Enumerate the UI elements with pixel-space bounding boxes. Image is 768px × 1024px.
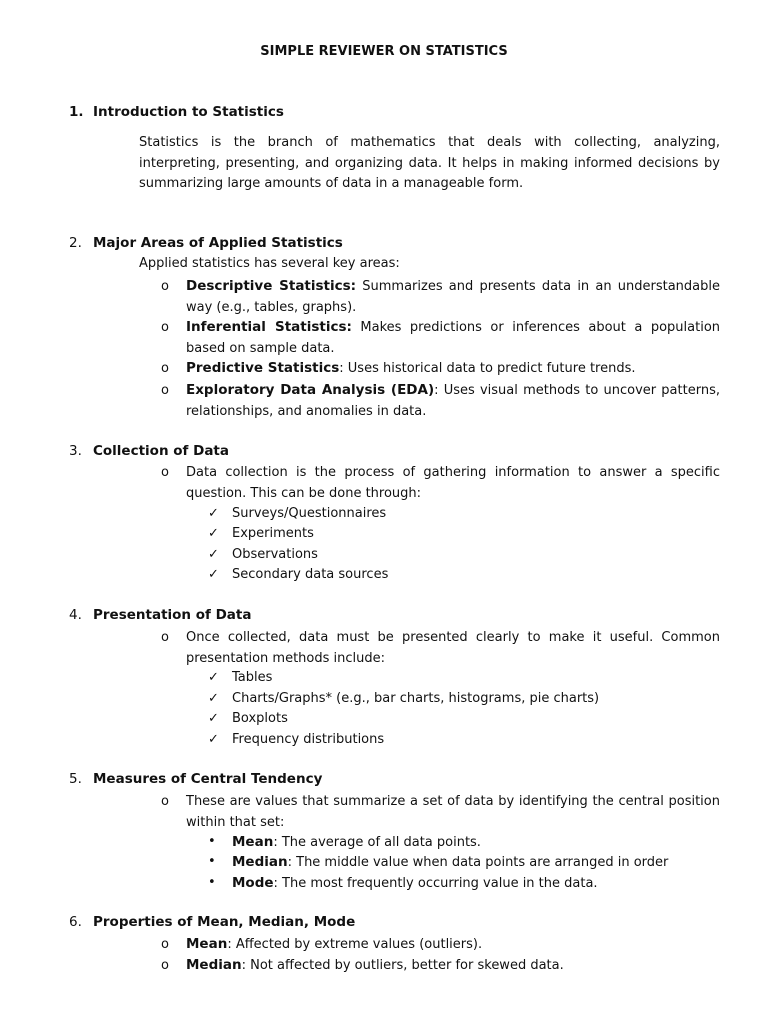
list-item bbox=[161, 955, 720, 976]
list-marker: o bbox=[161, 361, 169, 376]
list-item bbox=[161, 627, 720, 669]
section-6-heading bbox=[69, 914, 355, 930]
list-item bbox=[161, 276, 720, 318]
checklist-text: Secondary data sources bbox=[232, 567, 389, 582]
term-description: : Uses historical data to predict future trends. bbox=[339, 361, 636, 376]
check-icon: ✓ bbox=[208, 691, 219, 706]
section-4-title: Presentation of Data bbox=[93, 607, 252, 623]
checklist-text: Tables bbox=[232, 670, 273, 685]
term: Mean bbox=[186, 936, 228, 952]
term-description: : The average of all data points. bbox=[273, 835, 481, 850]
checklist-item bbox=[208, 668, 720, 688]
term-description: : Affected by extreme values (outliers). bbox=[227, 937, 483, 952]
checklist-item bbox=[208, 545, 720, 565]
list-item-text: These are values that summarize a set of data by identifying the central position within that set: bbox=[186, 794, 720, 830]
checklist-text: Charts/Graphs* (e.g., bar charts, histograms, pie charts) bbox=[232, 691, 600, 706]
section-6-title: Properties of Mean, Median, Mode bbox=[93, 914, 356, 930]
bullet-item bbox=[208, 873, 720, 894]
bullet-icon: • bbox=[208, 834, 216, 849]
check-icon: ✓ bbox=[208, 547, 219, 562]
check-icon: ✓ bbox=[208, 506, 219, 521]
page-title: SIMPLE REVIEWER ON STATISTICS bbox=[260, 44, 508, 59]
list-item bbox=[161, 934, 720, 955]
list-item bbox=[161, 380, 720, 422]
section-1-paragraph: Statistics is the branch of mathematics that deals with collecting, analyzing, interpreting, presenting, and organizing data. It helps in making informed decisions by summarizing large amounts of data in a manageable form. bbox=[139, 135, 720, 191]
bullet-item bbox=[208, 852, 720, 873]
check-icon: ✓ bbox=[208, 526, 219, 541]
term-description: : Uses visual methods to uncover patterns, relationships, and anomalies in data. bbox=[186, 383, 720, 419]
term: Median bbox=[186, 957, 242, 973]
checklist-item bbox=[208, 504, 720, 524]
section-3-number: 3. bbox=[69, 443, 82, 459]
section-4-number: 4. bbox=[69, 607, 82, 623]
section-5-title: Measures of Central Tendency bbox=[93, 771, 323, 787]
checklist-item bbox=[208, 730, 720, 750]
check-icon: ✓ bbox=[208, 670, 219, 685]
checklist-text: Boxplots bbox=[232, 711, 288, 726]
list-marker: o bbox=[161, 958, 169, 973]
checklist-item bbox=[208, 689, 720, 709]
list-marker: o bbox=[161, 320, 169, 335]
list-marker: o bbox=[161, 465, 169, 480]
section-1-heading bbox=[69, 104, 284, 120]
section-5-number: 5. bbox=[69, 771, 82, 787]
term-description: : Not affected by outliers, better for skewed data. bbox=[241, 958, 564, 973]
term: Descriptive Statistics: bbox=[186, 278, 357, 294]
section-6-number: 6. bbox=[69, 914, 82, 930]
check-icon: ✓ bbox=[208, 567, 219, 582]
check-icon: ✓ bbox=[208, 711, 219, 726]
list-item bbox=[161, 358, 720, 379]
checklist-text: Frequency distributions bbox=[232, 732, 385, 747]
bullet-icon: • bbox=[208, 854, 216, 869]
checklist-item bbox=[208, 524, 720, 544]
term-description: Makes predictions or inferences about a population based on sample data. bbox=[186, 320, 721, 356]
list-marker: o bbox=[161, 937, 169, 952]
term-description: Summarizes and presents data in an understandable way (e.g., tables, graphs). bbox=[186, 279, 720, 315]
term-description: : The middle value when data points are arranged in order bbox=[287, 855, 669, 870]
check-icon: ✓ bbox=[208, 732, 219, 747]
list-marker: o bbox=[161, 630, 169, 645]
section-2-number: 2. bbox=[69, 235, 82, 251]
list-item bbox=[161, 791, 720, 833]
section-4-heading bbox=[69, 607, 251, 623]
bullet-icon: • bbox=[208, 875, 216, 890]
section-5-heading bbox=[69, 771, 322, 787]
term: Predictive Statistics bbox=[186, 360, 340, 376]
term: Inferential Statistics: bbox=[186, 319, 352, 335]
list-item-text: Data collection is the process of gathering information to answer a specific question. This can be done through: bbox=[186, 465, 720, 501]
section-1-number: 1. bbox=[69, 104, 84, 120]
list-item bbox=[161, 317, 720, 359]
term-description: : The most frequently occurring value in the data. bbox=[273, 876, 598, 891]
section-2-heading bbox=[69, 235, 343, 251]
list-marker: o bbox=[161, 383, 169, 398]
term: Mean bbox=[232, 834, 274, 850]
section-1-title: Introduction to Statistics bbox=[93, 104, 284, 120]
bullet-item bbox=[208, 832, 720, 853]
list-marker: o bbox=[161, 794, 169, 809]
list-item bbox=[161, 462, 720, 504]
checklist-text: Surveys/Questionnaires bbox=[232, 506, 387, 521]
section-2-title: Major Areas of Applied Statistics bbox=[93, 235, 343, 251]
section-3-heading bbox=[69, 443, 229, 459]
section-2-intro: Applied statistics has several key areas: bbox=[139, 256, 400, 271]
checklist-text: Experiments bbox=[232, 526, 314, 541]
term: Mode bbox=[232, 875, 274, 891]
term: Median bbox=[232, 854, 288, 870]
checklist-item bbox=[208, 709, 720, 729]
section-3-title: Collection of Data bbox=[93, 443, 229, 459]
list-marker: o bbox=[161, 279, 169, 294]
term: Exploratory Data Analysis (EDA) bbox=[186, 382, 435, 398]
checklist-text: Observations bbox=[232, 547, 318, 562]
list-item-text: Once collected, data must be presented clearly to make it useful. Common presentation methods include: bbox=[186, 630, 720, 666]
checklist-item bbox=[208, 565, 720, 585]
